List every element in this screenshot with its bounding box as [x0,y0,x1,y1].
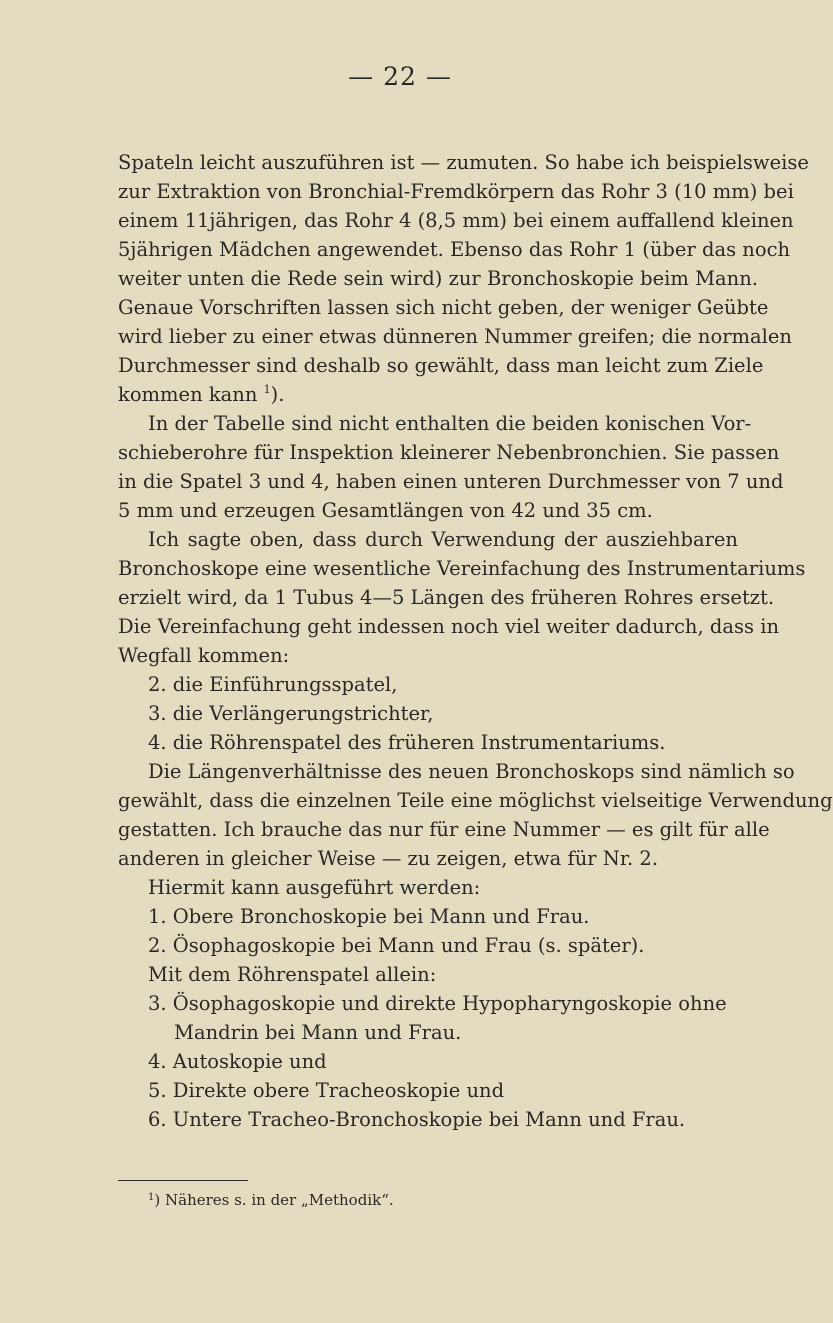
text-line: erzielt wird, da 1 Tubus 4—5 Längen des früheren Rohres ersetzt. [118,586,775,609]
text-line: Die Vereinfachung geht indessen noch viel weiter dadurch, dass in [118,615,780,638]
list-item: 3. Ösophagoskopie und direkte Hypopharyngoskopie ohne [148,992,727,1015]
text-line-content: kommen kann [118,383,258,406]
list-item: 2. die Einführungsspatel, [148,673,398,696]
text-line: Die Längenverhältnisse des neuen Bronchoskops sind nämlich so [148,760,795,783]
text-line: gestatten. Ich brauche das nur für eine Nummer — es gilt für alle [118,818,770,841]
text-line: weiter unten die Rede sein wird) zur Bronchoskopie beim Mann. [118,267,758,290]
list-item-continuation: Mandrin bei Mann und Frau. [174,1021,462,1044]
footnote-text: ) Näheres s. in der „Methodik“. [154,1191,394,1209]
footnote [148,1190,394,1210]
text-line: Hiermit kann ausgeführt werden: [148,876,481,899]
text-line: 5 mm und erzeugen Gesamtlängen von 42 und 35 cm. [118,499,653,522]
text-line: in die Spatel 3 und 4, haben einen unteren Durchmesser von 7 und [118,470,784,493]
list-item: 6. Untere Tracheo-Bronchoskopie bei Mann und Frau. [148,1108,686,1131]
list-item: 4. die Röhrenspatel des früheren Instrumentariums. [148,731,666,754]
text-line: schieberohre für Inspektion kleinerer Nebenbronchien. Sie passen [118,441,780,464]
list-item: 5. Direkte obere Tracheoskopie und [148,1079,505,1102]
list-item: 2. Ösophagoskopie bei Mann und Frau (s. später). [148,934,645,957]
text-line: In der Tabelle sind nicht enthalten die beiden konischen Vor- [148,412,752,435]
body-text [118,148,833,1134]
text-line: zur Extraktion von Bronchial-Fremdkörpern das Rohr 3 (10 mm) bei [118,180,794,203]
footnote-marker: 1 [148,1192,155,1203]
list-item: 3. die Verlängerungstrichter, [148,702,434,725]
list-item: 4. Autoskopie und [148,1050,327,1073]
list-item: 1. Obere Bronchoskopie bei Mann und Frau. [148,905,590,928]
text-line: Wegfall kommen: [118,644,290,667]
text-line: anderen in gleicher Weise — zu zeigen, etwa für Nr. 2. [118,847,659,870]
text-line: 5jährigen Mädchen angewendet. Ebenso das Rohr 1 (über das noch [118,238,791,261]
text-line: Ich sagte oben, dass durch Verwendung der ausziehbaren [148,528,738,551]
text-line: gewählt, dass die einzelnen Teile eine möglichst vielseitige Verwendung [118,789,833,812]
text-line [118,380,738,409]
footnote-reference-tail: ). [270,383,285,406]
text-line: Bronchoskope eine wesentliche Vereinfachung des Instrumentariums [118,557,806,580]
text-line: wird lieber zu einer etwas dünneren Nummer greifen; die normalen [118,325,792,348]
page-number: — 22 — [348,62,452,91]
footnote-reference: 1 [263,383,271,396]
text-line: Durchmesser sind deshalb so gewählt, dass man leicht zum Ziele [118,354,764,377]
text-line: einem 11jährigen, das Rohr 4 (8,5 mm) bei einem auffallend kleinen [118,209,794,232]
text-line: Genaue Vorschriften lassen sich nicht geben, der weniger Geübte [118,296,769,319]
text-line: Mit dem Röhrenspatel allein: [148,963,437,986]
text-line: Spateln leicht auszuführen ist — zumuten. So habe ich beispielsweise [118,151,809,174]
footnote-divider [118,1180,248,1181]
